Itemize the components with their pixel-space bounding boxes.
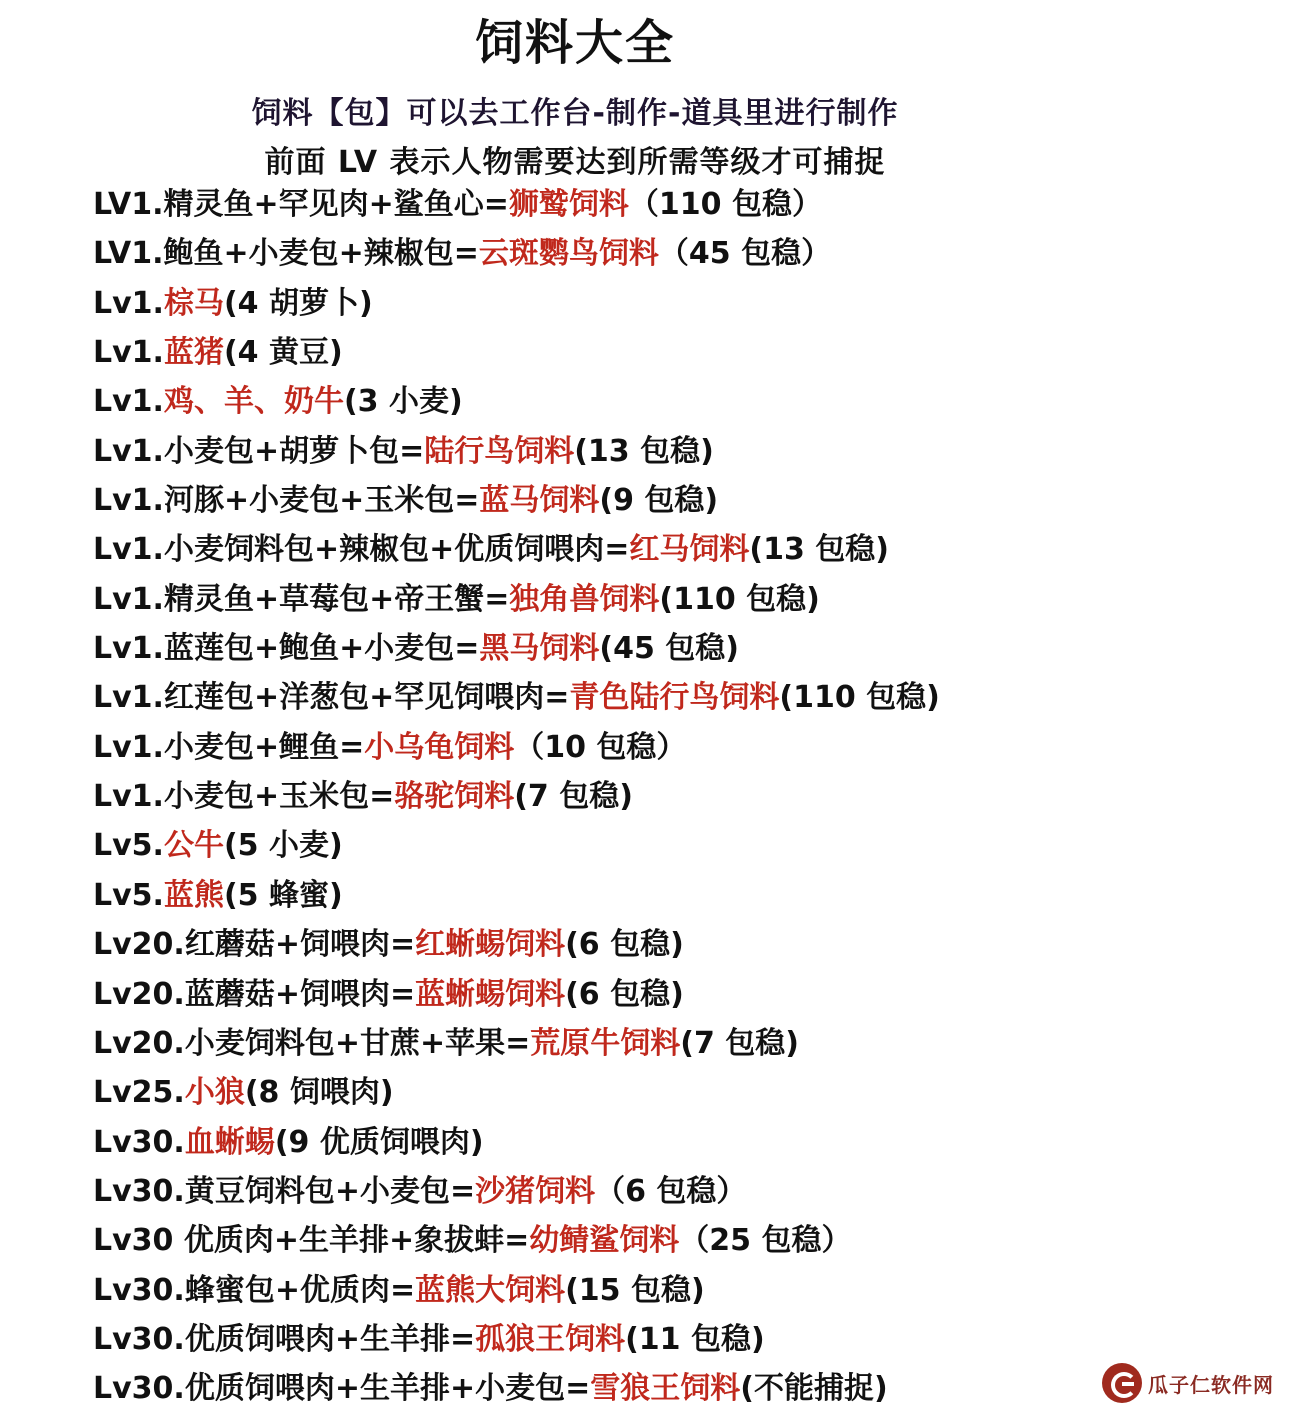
recipe-note: (6 包稳) — [565, 927, 684, 963]
recipe-text: LV1.鲍鱼+小麦包+辣椒包= — [93, 236, 479, 272]
recipe-text: Lv20.小麦饲料包+甘蔗+苹果= — [93, 1025, 531, 1061]
list-item — [93, 624, 1243, 673]
feed-name: 鸡、羊、奶牛 — [163, 384, 344, 420]
recipe-note: (11 包稳) — [625, 1321, 765, 1357]
feed-name: 蓝猪 — [163, 335, 224, 371]
feed-name: 独角兽饲料 — [509, 581, 660, 617]
feed-name: 沙猪饲料 — [475, 1173, 596, 1209]
feed-name: 孤狼王饲料 — [475, 1321, 626, 1357]
list-item — [93, 920, 1243, 969]
feed-name: 青色陆行鸟饲料 — [569, 680, 780, 716]
list-item — [93, 970, 1243, 1019]
list-item — [93, 1019, 1243, 1068]
watermark — [1102, 1362, 1277, 1404]
recipe-note: （25 包稳） — [679, 1223, 852, 1259]
recipe-text: Lv25. — [93, 1075, 185, 1111]
recipe-note: (7 包稳) — [680, 1025, 799, 1061]
recipe-text: Lv5. — [93, 828, 164, 864]
feed-name: 小乌龟饲料 — [364, 729, 515, 765]
recipe-text: Lv1.红莲包+洋葱包+罕见饲喂肉= — [93, 680, 570, 716]
feed-list — [93, 180, 1243, 1414]
recipe-note: （10 包稳） — [514, 729, 687, 765]
recipe-text: Lv1. — [93, 285, 164, 321]
recipe-note: (13 包稳) — [749, 532, 889, 568]
feed-name: 陆行鸟饲料 — [424, 433, 575, 469]
feed-name: 狮鹫饲料 — [508, 187, 629, 222]
feed-name: 蓝蜥蜴饲料 — [415, 976, 566, 1012]
list-item — [93, 1266, 1243, 1315]
feed-name: 蓝马饲料 — [479, 483, 600, 519]
recipe-note: (110 包稳) — [659, 581, 820, 617]
list-item — [93, 525, 1243, 574]
list-item — [93, 279, 1243, 328]
list-item — [93, 229, 1243, 278]
recipe-note: (13 包稳) — [574, 433, 714, 469]
feed-name: 蓝熊 — [163, 877, 224, 913]
recipe-text: Lv1.蓝莲包+鲍鱼+小麦包= — [93, 631, 480, 667]
recipe-text: Lv30. — [93, 1124, 185, 1160]
recipe-note: (4 胡萝卜) — [223, 285, 373, 321]
list-item — [93, 1364, 1243, 1413]
recipe-text: Lv1.河豚+小麦包+玉米包= — [93, 483, 480, 519]
recipe-note: (4 黄豆) — [223, 335, 343, 371]
feed-name: 红蜥蜴饲料 — [415, 927, 566, 963]
recipe-text: Lv1. — [93, 335, 164, 371]
recipe-text: Lv1.精灵鱼+草莓包+帝王蟹= — [93, 581, 510, 617]
subtitle-level-note: 前面 LV 表示人物需要达到所需等级才可捕捉 — [264, 145, 886, 180]
feed-name: 棕马 — [163, 285, 224, 321]
recipe-text: Lv1.小麦包+鲤鱼= — [93, 729, 365, 765]
list-item — [93, 1167, 1243, 1216]
recipe-note: （45 包稳） — [658, 236, 832, 272]
list-item — [93, 821, 1243, 870]
recipe-text: Lv30.黄豆饲料包+小麦包= — [93, 1173, 476, 1209]
recipe-text: Lv5. — [93, 877, 164, 913]
recipe-note: （110 包稳） — [628, 187, 822, 222]
recipe-text: Lv30.优质饲喂肉+生羊排+小麦包= — [93, 1371, 591, 1407]
list-item — [93, 772, 1243, 821]
recipe-note: (110 包稳) — [779, 680, 940, 716]
feed-name: 小狼 — [184, 1075, 245, 1111]
list-item — [93, 328, 1243, 377]
recipe-note: (9 包稳) — [599, 483, 719, 519]
feed-name: 骆驼饲料 — [394, 779, 515, 815]
list-item — [93, 1068, 1243, 1117]
list-item — [93, 1118, 1243, 1167]
list-item — [93, 575, 1243, 624]
recipe-note: (15 包稳) — [565, 1272, 705, 1308]
recipe-text: Lv1.小麦包+胡萝卜包= — [93, 433, 425, 469]
recipe-text: Lv1.小麦包+玉米包= — [93, 779, 395, 815]
feed-name: 黑马饲料 — [479, 631, 600, 667]
feed-name: 荒原牛饲料 — [530, 1025, 681, 1061]
recipe-note: (9 优质饲喂肉) — [274, 1124, 484, 1160]
recipe-text: Lv20.红蘑菇+饲喂肉= — [93, 927, 416, 963]
recipe-note: (不能捕捉) — [740, 1371, 888, 1407]
list-item — [93, 476, 1243, 525]
list-item — [93, 871, 1243, 920]
list-item — [93, 427, 1243, 476]
recipe-text: Lv30.优质饲喂肉+生羊排= — [93, 1321, 476, 1357]
feed-name: 红马饲料 — [629, 532, 750, 568]
list-item — [93, 673, 1243, 722]
page-title: 饲料大全 — [474, 15, 675, 71]
feed-name: 血蜥蜴 — [184, 1124, 275, 1160]
feed-name: 云斑鹦鸟饲料 — [478, 236, 659, 272]
feed-name: 蓝熊大饲料 — [415, 1272, 566, 1308]
subtitle-crafting-note: 饲料【包】可以去工作台-制作-道具里进行制作 — [251, 96, 899, 131]
recipe-note: (6 包稳) — [565, 976, 684, 1012]
list-item — [93, 180, 1243, 229]
recipe-note: （6 包稳） — [595, 1173, 747, 1209]
recipe-text: Lv1.小麦饲料包+辣椒包+优质饲喂肉= — [93, 532, 630, 568]
recipe-text: Lv30.蜂蜜包+优质肉= — [93, 1272, 416, 1308]
recipe-text: Lv1. — [93, 384, 164, 420]
recipe-text: Lv20.蓝蘑菇+饲喂肉= — [93, 976, 416, 1012]
recipe-note: (45 包稳) — [599, 631, 739, 667]
feed-name: 雪狼王饲料 — [590, 1371, 741, 1407]
recipe-text: Lv30 优质肉+生羊排+象拔蚌= — [93, 1223, 530, 1259]
recipe-note: (8 饲喂肉) — [244, 1075, 394, 1111]
recipe-text: LV1.精灵鱼+罕见肉+鲨鱼心= — [93, 187, 509, 222]
g-logo-icon — [1102, 1363, 1142, 1403]
list-item — [93, 723, 1243, 772]
feed-name: 公牛 — [163, 828, 224, 864]
feed-name: 幼鲭鲨饲料 — [529, 1223, 680, 1259]
list-item — [93, 1216, 1243, 1265]
list-item — [93, 377, 1243, 426]
recipe-note: (5 小麦) — [223, 828, 343, 864]
recipe-note: (5 蜂蜜) — [223, 877, 343, 913]
recipe-note: (7 包稳) — [514, 779, 633, 815]
watermark-text: 瓜子仁软件网 — [1148, 1372, 1274, 1397]
list-item — [93, 1315, 1243, 1364]
recipe-note: (3 小麦) — [343, 384, 463, 420]
